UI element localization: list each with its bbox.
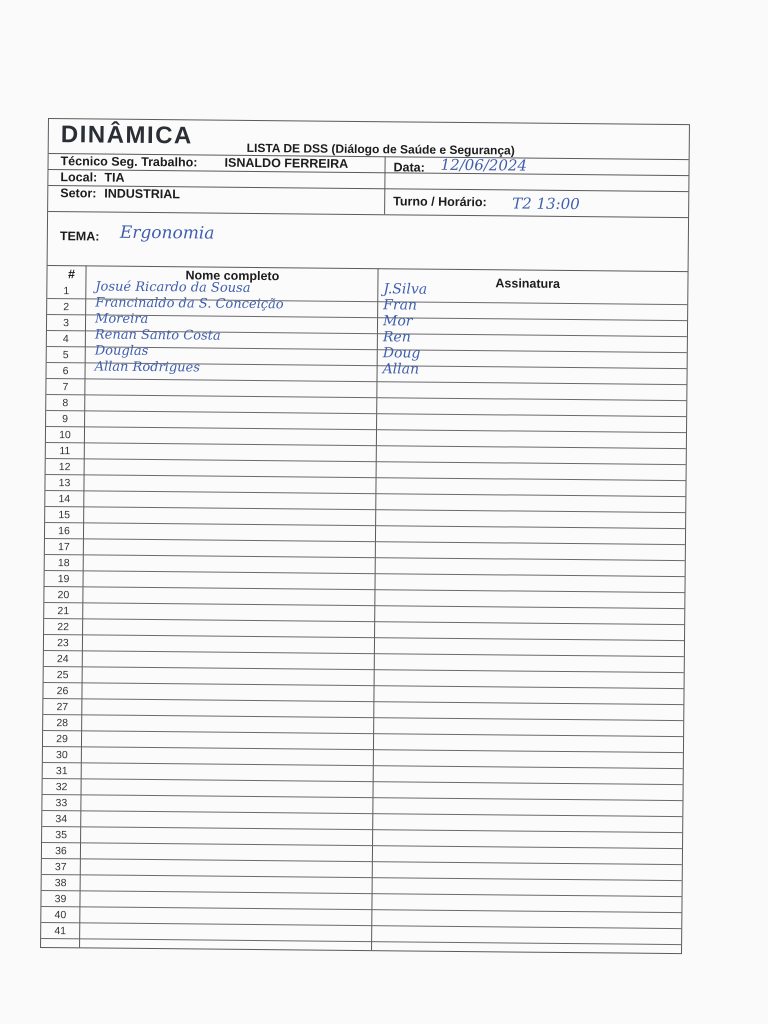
row-number: 30 [55, 749, 68, 762]
row-number: 10 [59, 429, 71, 442]
row-number: 2 [63, 301, 70, 314]
attendee-name: Douglas [94, 343, 149, 359]
divider [384, 156, 386, 214]
dss-form [40, 118, 690, 954]
document-title: LISTA DE DSS (Diálogo de Saúde e Segurança) [246, 140, 515, 158]
turno-label: Turno / Horário: [393, 194, 487, 210]
row-number: 9 [62, 413, 69, 426]
col-num-header: # [67, 267, 76, 282]
attendee-signature: Doug [382, 345, 421, 362]
row-number: 7 [62, 381, 69, 394]
row-number: 22 [57, 621, 70, 634]
setor-label: Setor: [60, 186, 97, 201]
attendee-signature: Allan [382, 361, 420, 378]
row-number: 36 [55, 845, 67, 858]
row-number: 21 [57, 605, 70, 618]
row-number: 34 [55, 813, 68, 826]
row-number: 14 [58, 493, 71, 506]
row-number: 23 [57, 637, 69, 650]
row-number: 1 [63, 285, 70, 298]
row-number: 33 [55, 797, 68, 810]
attendee-name: Allan Rodrigues [94, 359, 201, 376]
col-signature-header: Assinatura [495, 276, 561, 291]
row-number: 25 [56, 669, 69, 682]
turno-value: T2 13:00 [512, 194, 580, 214]
row-number: 29 [56, 733, 68, 746]
logo-tagline-mark: · · · [104, 149, 126, 155]
row-number: 38 [54, 877, 67, 890]
attendee-name: Josué Ricardo da Sousa [95, 279, 251, 296]
row-number: 15 [58, 509, 71, 522]
attendee-signature: Fran [383, 297, 418, 314]
attendee-signature: Ren [382, 329, 411, 346]
attendee-signature: J.Silva [383, 281, 428, 298]
row-number: 18 [57, 557, 70, 570]
row-number: 17 [57, 541, 70, 554]
attendee-name: Moreira [95, 311, 149, 327]
row-number: 3 [63, 317, 70, 330]
local-value: TIA [104, 170, 125, 185]
row-number: 27 [56, 701, 69, 714]
attendee-signature: Mor [382, 313, 413, 330]
row-number: 28 [56, 717, 69, 730]
tecnico-label: Técnico Seg. Trabalho: [60, 154, 198, 170]
divider [49, 169, 689, 176]
local-label: Local: [60, 170, 98, 185]
tema-label: TEMA: [59, 229, 100, 244]
attendee-name: Renan Santo Costa [94, 327, 221, 344]
tema-value: Ergonomia [119, 222, 215, 244]
row-number: 26 [56, 685, 69, 698]
row-number: 16 [58, 525, 70, 538]
row-number: 20 [57, 589, 70, 602]
row-number: 39 [54, 893, 67, 906]
attendance-table [41, 279, 687, 945]
col-name-header: Nome completo [185, 268, 280, 284]
row-number: 4 [62, 333, 69, 346]
row-number: 5 [62, 349, 69, 362]
row-number: 35 [55, 829, 68, 842]
attendee-name: Francinaldo da S. Conceição [95, 295, 284, 313]
data-value: 12/06/2024 [440, 155, 528, 175]
row-number: 41 [54, 925, 67, 938]
row-number: 24 [56, 653, 69, 666]
divider [48, 265, 688, 272]
row-number: 8 [62, 397, 69, 410]
row-number: 40 [54, 909, 67, 922]
data-label: Data: [393, 160, 425, 175]
row-number: 13 [58, 477, 71, 490]
company-logo: DINÂMICA [60, 121, 193, 150]
row-number: 37 [54, 861, 67, 874]
setor-value: INDUSTRIAL [104, 186, 181, 202]
row-number: 12 [58, 461, 71, 474]
row-number: 19 [57, 573, 70, 586]
row-number: 11 [59, 445, 71, 458]
divider [48, 211, 688, 218]
row-number: 32 [55, 781, 68, 794]
row-number: 31 [55, 765, 68, 778]
tecnico-value: ISNALDO FERREIRA [224, 155, 349, 171]
row-number: 6 [62, 365, 69, 378]
